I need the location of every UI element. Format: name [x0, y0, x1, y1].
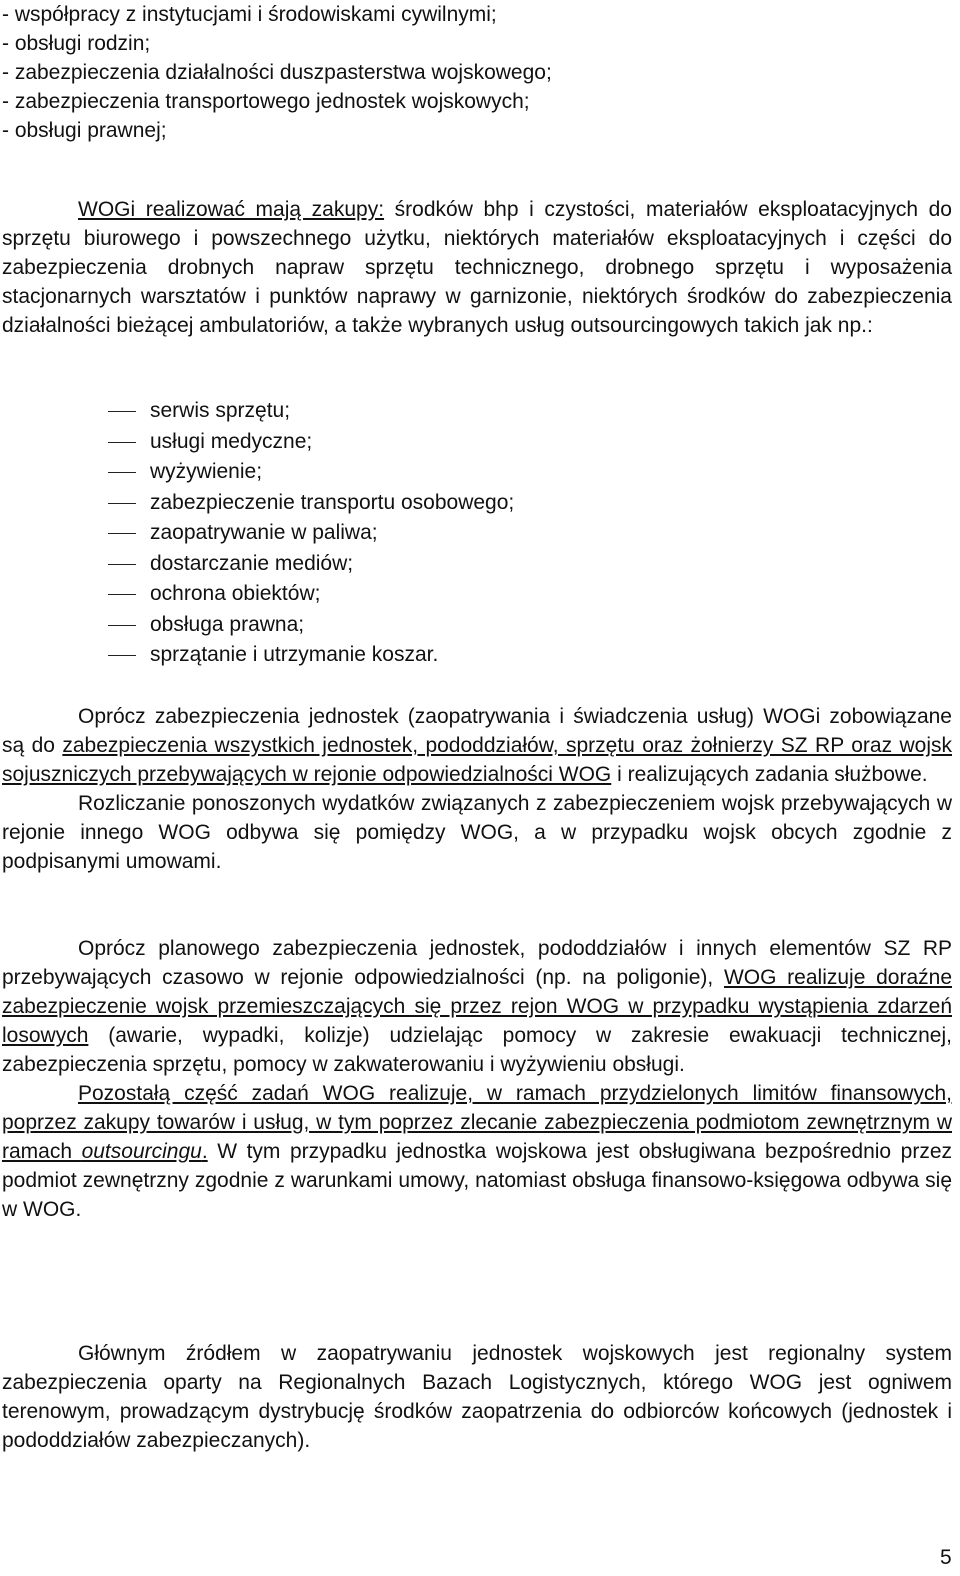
- bullet-item: - obsługi prawnej;: [2, 119, 167, 142]
- list-item: [2, 610, 514, 641]
- outsourcing-services-list: [2, 396, 514, 671]
- outsourcing-term: outsourcingu: [81, 1140, 202, 1163]
- list-item: [2, 457, 514, 488]
- list-item: [2, 640, 514, 671]
- logistics-system-text: Głównym źródłem w zaopatrywaniu jednostek wojskowych jest regionalny system zabezpieczenia oparty na Regionalnych Bazach Logistycznych, którego WOG jest ogniwem terenowym, prowadzącym dystrybucję środków zaopatrzenia do odbiorców końcowych (jednostek i pododdziałów zabezpieczanych).: [2, 1342, 952, 1452]
- bullet-item: - zabezpieczenia transportowego jednostek wojskowych;: [2, 90, 530, 113]
- list-item-text: wyżywienie;: [150, 460, 263, 483]
- dash-marker: [108, 564, 136, 565]
- remaining-tasks-underlined-end: .: [201, 1140, 208, 1163]
- bullet-item: - zabezpieczenia działalności duszpasterstwa wojskowego;: [2, 61, 552, 84]
- list-item: [2, 488, 514, 519]
- bullet-item: - obsługi rodzin;: [2, 32, 151, 55]
- dash-marker: [108, 472, 136, 473]
- page-number: 5: [940, 1546, 952, 1569]
- support-scope-text: Oprócz zabezpieczenia jednostek (zaopatrywania i świadczenia usług) WOGi zobowiązane są do: [2, 705, 952, 757]
- dash-marker: [108, 442, 136, 443]
- list-item-text: serwis sprzętu;: [150, 399, 291, 422]
- remaining-tasks-underlined: Pozostałą część zadań WOG realizuje, w ramach przydzielonych limitów finansowych, poprzez zakupy towarów i usług, w tym poprzez zlecanie zabezpieczenia podmiotom zewnętrznym w ramach: [2, 1082, 952, 1163]
- list-item: [2, 427, 514, 458]
- list-item-text: dostarczanie mediów;: [150, 551, 354, 575]
- list-item: [2, 549, 514, 580]
- purchases-lead: WOGi realizować mają zakupy:: [78, 198, 385, 221]
- ad-hoc-underlined: WOG realizuje doraźne zabezpieczenie wojsk przemieszczających się przez rejon WOG w przypadku wystąpienia zdarzeń losowych: [2, 966, 952, 1047]
- list-item: [2, 579, 514, 610]
- bullet-item: - współpracy z instytucjami i środowiskami cywilnymi;: [2, 3, 497, 26]
- ad-hoc-text-end: (awarie, wypadki, kolizje) udzielając pomocy w zakresie ewakuacji technicznej, zabezpieczenia sprzętu, pomocy w zakwaterowaniu i wyżywieniu obsługi.: [2, 1024, 952, 1076]
- support-scope-text-end: i realizujących zadania służbowe.: [611, 763, 928, 786]
- dash-marker: [108, 655, 136, 656]
- dash-marker: [108, 594, 136, 595]
- list-item-text: ochrona obiektów;: [150, 582, 321, 605]
- paragraph-ad-hoc-support: [2, 934, 952, 1224]
- list-item-text: sprzątanie i utrzymanie koszar.: [150, 643, 439, 666]
- paragraph-purchases: [2, 195, 952, 340]
- purchases-text: środków bhp i czystości, materiałów eksploatacyjnych do sprzętu biurowego i powszechnego użytku, niektórych materiałów eksploatacyjnych i części do zabezpieczenia drobnych napraw sprzętu technicznego, drobnego sprzętu i wyposażenia stacjonarnych warsztatów i punktów naprawy w garnizonie, niektórych środków do zabezpieczenia działalności bieżącej ambulatoriów, a także wybranych usług outsourcingowych takich jak np.:: [2, 198, 952, 337]
- ad-hoc-text: Oprócz planowego zabezpieczenia jednostek, pododdziałów i innych elementów SZ RP przebywających czasowo w rejonie odpowiedzialności (np. na poligonie),: [2, 937, 952, 989]
- remaining-tasks-text: W tym przypadku jednostka wojskowa jest obsługiwana bezpośrednio przez podmiot zewnętrzny zgodnie z warunkami umowy, natomiast obsługa finansowo-księgowa odbywa się w WOG.: [2, 1140, 952, 1221]
- dash-marker: [108, 503, 136, 504]
- list-item-text: obsługa prawna;: [150, 612, 305, 636]
- list-item-text: zaopatrywanie w paliwa;: [150, 521, 378, 544]
- list-item-text: zabezpieczenie transportu osobowego;: [150, 490, 515, 514]
- list-item: [2, 396, 514, 427]
- dash-marker: [108, 625, 136, 626]
- dash-marker: [108, 411, 136, 412]
- support-scope-underlined: zabezpieczenia wszystkich jednostek, pododdziałów, sprzętu oraz żołnierzy SZ RP oraz wojsk sojuszniczych przebywających w rejonie odpowiedzialności WOG: [2, 734, 953, 786]
- dash-marker: [108, 533, 136, 534]
- list-item: [2, 518, 514, 549]
- paragraph-support-scope: [2, 702, 952, 876]
- paragraph-logistics-system: [2, 1339, 952, 1455]
- list-item-text: usługi medyczne;: [150, 429, 313, 453]
- settlement-text: Rozliczanie ponoszonych wydatków związanych z zabezpieczeniem wojsk przebywających w rejonie innego WOG odbywa się pomiędzy WOG, a w przypadku wojsk obcych zgodnie z podpisanymi umowami.: [2, 792, 952, 873]
